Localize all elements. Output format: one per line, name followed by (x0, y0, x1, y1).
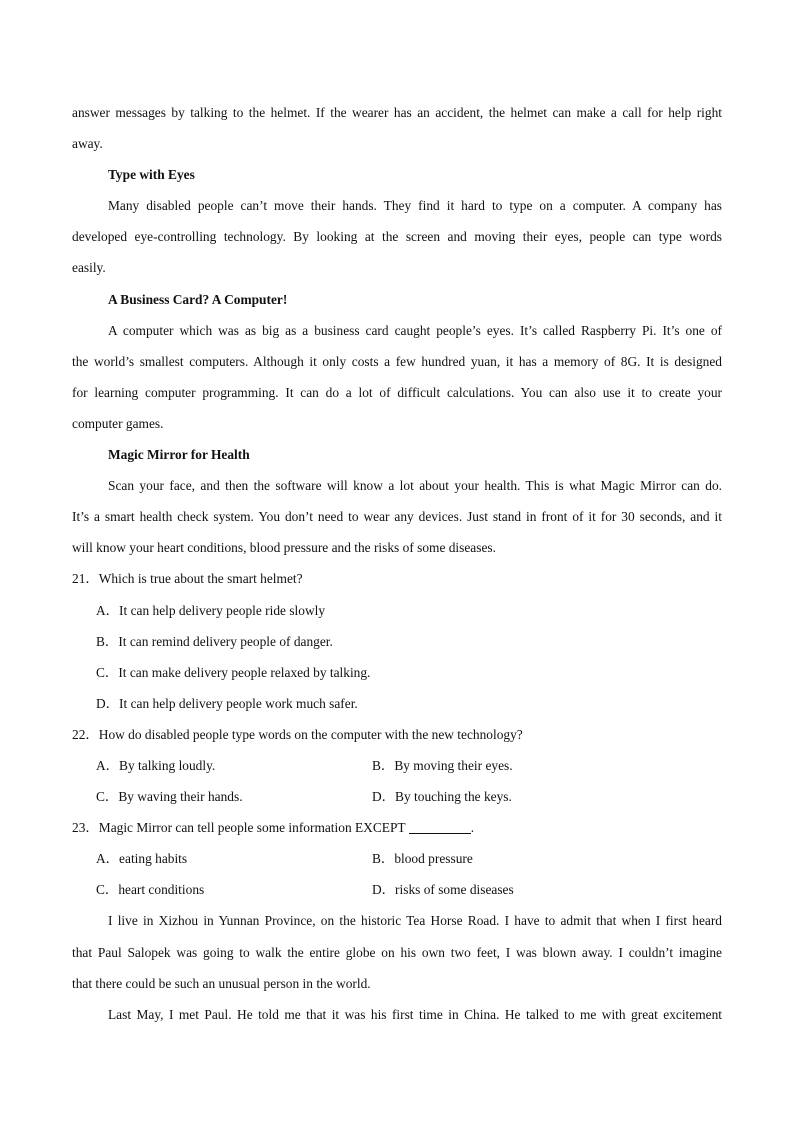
paragraph-line: Scan your face, and then the software will know a lot about your health. This is what Magic Mirror can do. (108, 478, 722, 494)
option-row (72, 843, 722, 874)
answer-option: A．eating habits (96, 851, 188, 867)
answer-option: D．It can help delivery people work much safer. (96, 695, 358, 711)
answer-option: B．By moving their eyes. (372, 757, 513, 773)
answer-blank (409, 819, 471, 834)
question-stem-end: . (470, 820, 475, 836)
question-stem: 22．How do disabled people type words on the computer with the new technology? (72, 726, 523, 742)
paragraph-line: will know your heart conditions, blood pressure and the risks of some diseases. (72, 540, 496, 556)
paragraph-line: Many disabled people can’t move their hands. They find it hard to type on a computer. A company has (108, 198, 722, 214)
paragraph-line: the world’s smallest computers. Although it only costs a few hundred yuan, it has a memory of 8G. It is designed (72, 353, 722, 369)
paragraph-line: A computer which was as big as a business card caught people’s eyes. It’s called Raspberry Pi. It’s one of (108, 322, 722, 338)
paragraph-line: It’s a smart health check system. You don’t need to wear any devices. Just stand in front of it for 30 seconds, and it (72, 509, 722, 525)
paragraph-line: that there could be such an unusual person in the world. (72, 975, 371, 991)
paragraph-line: Last May, I met Paul. He told me that it was his first time in China. He talked to me with great excitement (108, 1006, 722, 1022)
answer-option: D．risks of some diseases (372, 882, 514, 898)
intro-line: answer messages by talking to the helmet. If the wearer has an accident, the helmet can make a call for help right (72, 105, 722, 120)
answer-option: D．By touching the keys. (372, 789, 512, 805)
page-content (72, 97, 722, 1030)
answer-option: C．By waving their hands. (96, 789, 243, 805)
answer-option: B．blood pressure (372, 851, 473, 867)
option-row (72, 750, 722, 781)
paragraph-line: easily. (72, 260, 106, 276)
paragraph-line: that Paul Salopek was going to walk the entire globe on his own two feet, I was blown away. I couldn’t imagine (72, 944, 722, 960)
option-row (72, 874, 722, 905)
answer-option: C．It can make delivery people relaxed by talking. (96, 664, 371, 680)
answer-option: C．heart conditions (96, 882, 205, 898)
paragraph-line: I live in Xizhou in Yunnan Province, on the historic Tea Horse Road. I have to admit that when I first heard (108, 913, 722, 929)
paragraph-line: for learning computer programming. It can do a lot of difficult calculations. You can also use it to create your (72, 384, 722, 400)
section-heading: Magic Mirror for Health (108, 447, 250, 463)
section-heading: A Business Card? A Computer! (108, 291, 288, 307)
question-stem (72, 812, 722, 843)
answer-option: A．By talking loudly. (96, 757, 216, 773)
question-stem: 21．Which is true about the smart helmet? (72, 571, 303, 587)
paragraph-line: computer games. (72, 415, 164, 431)
answer-option: B．It can remind delivery people of danger. (96, 633, 333, 649)
option-row (72, 781, 722, 812)
answer-option: A．It can help delivery people ride slowly (96, 602, 326, 618)
question-stem-text: 23．Magic Mirror can tell people some information EXCEPT (72, 820, 406, 836)
paragraph-line: developed eye-controlling technology. By looking at the screen and moving their eyes, people can type words (72, 229, 722, 245)
intro-line: away. (72, 136, 103, 152)
section-heading: Type with Eyes (108, 167, 195, 183)
